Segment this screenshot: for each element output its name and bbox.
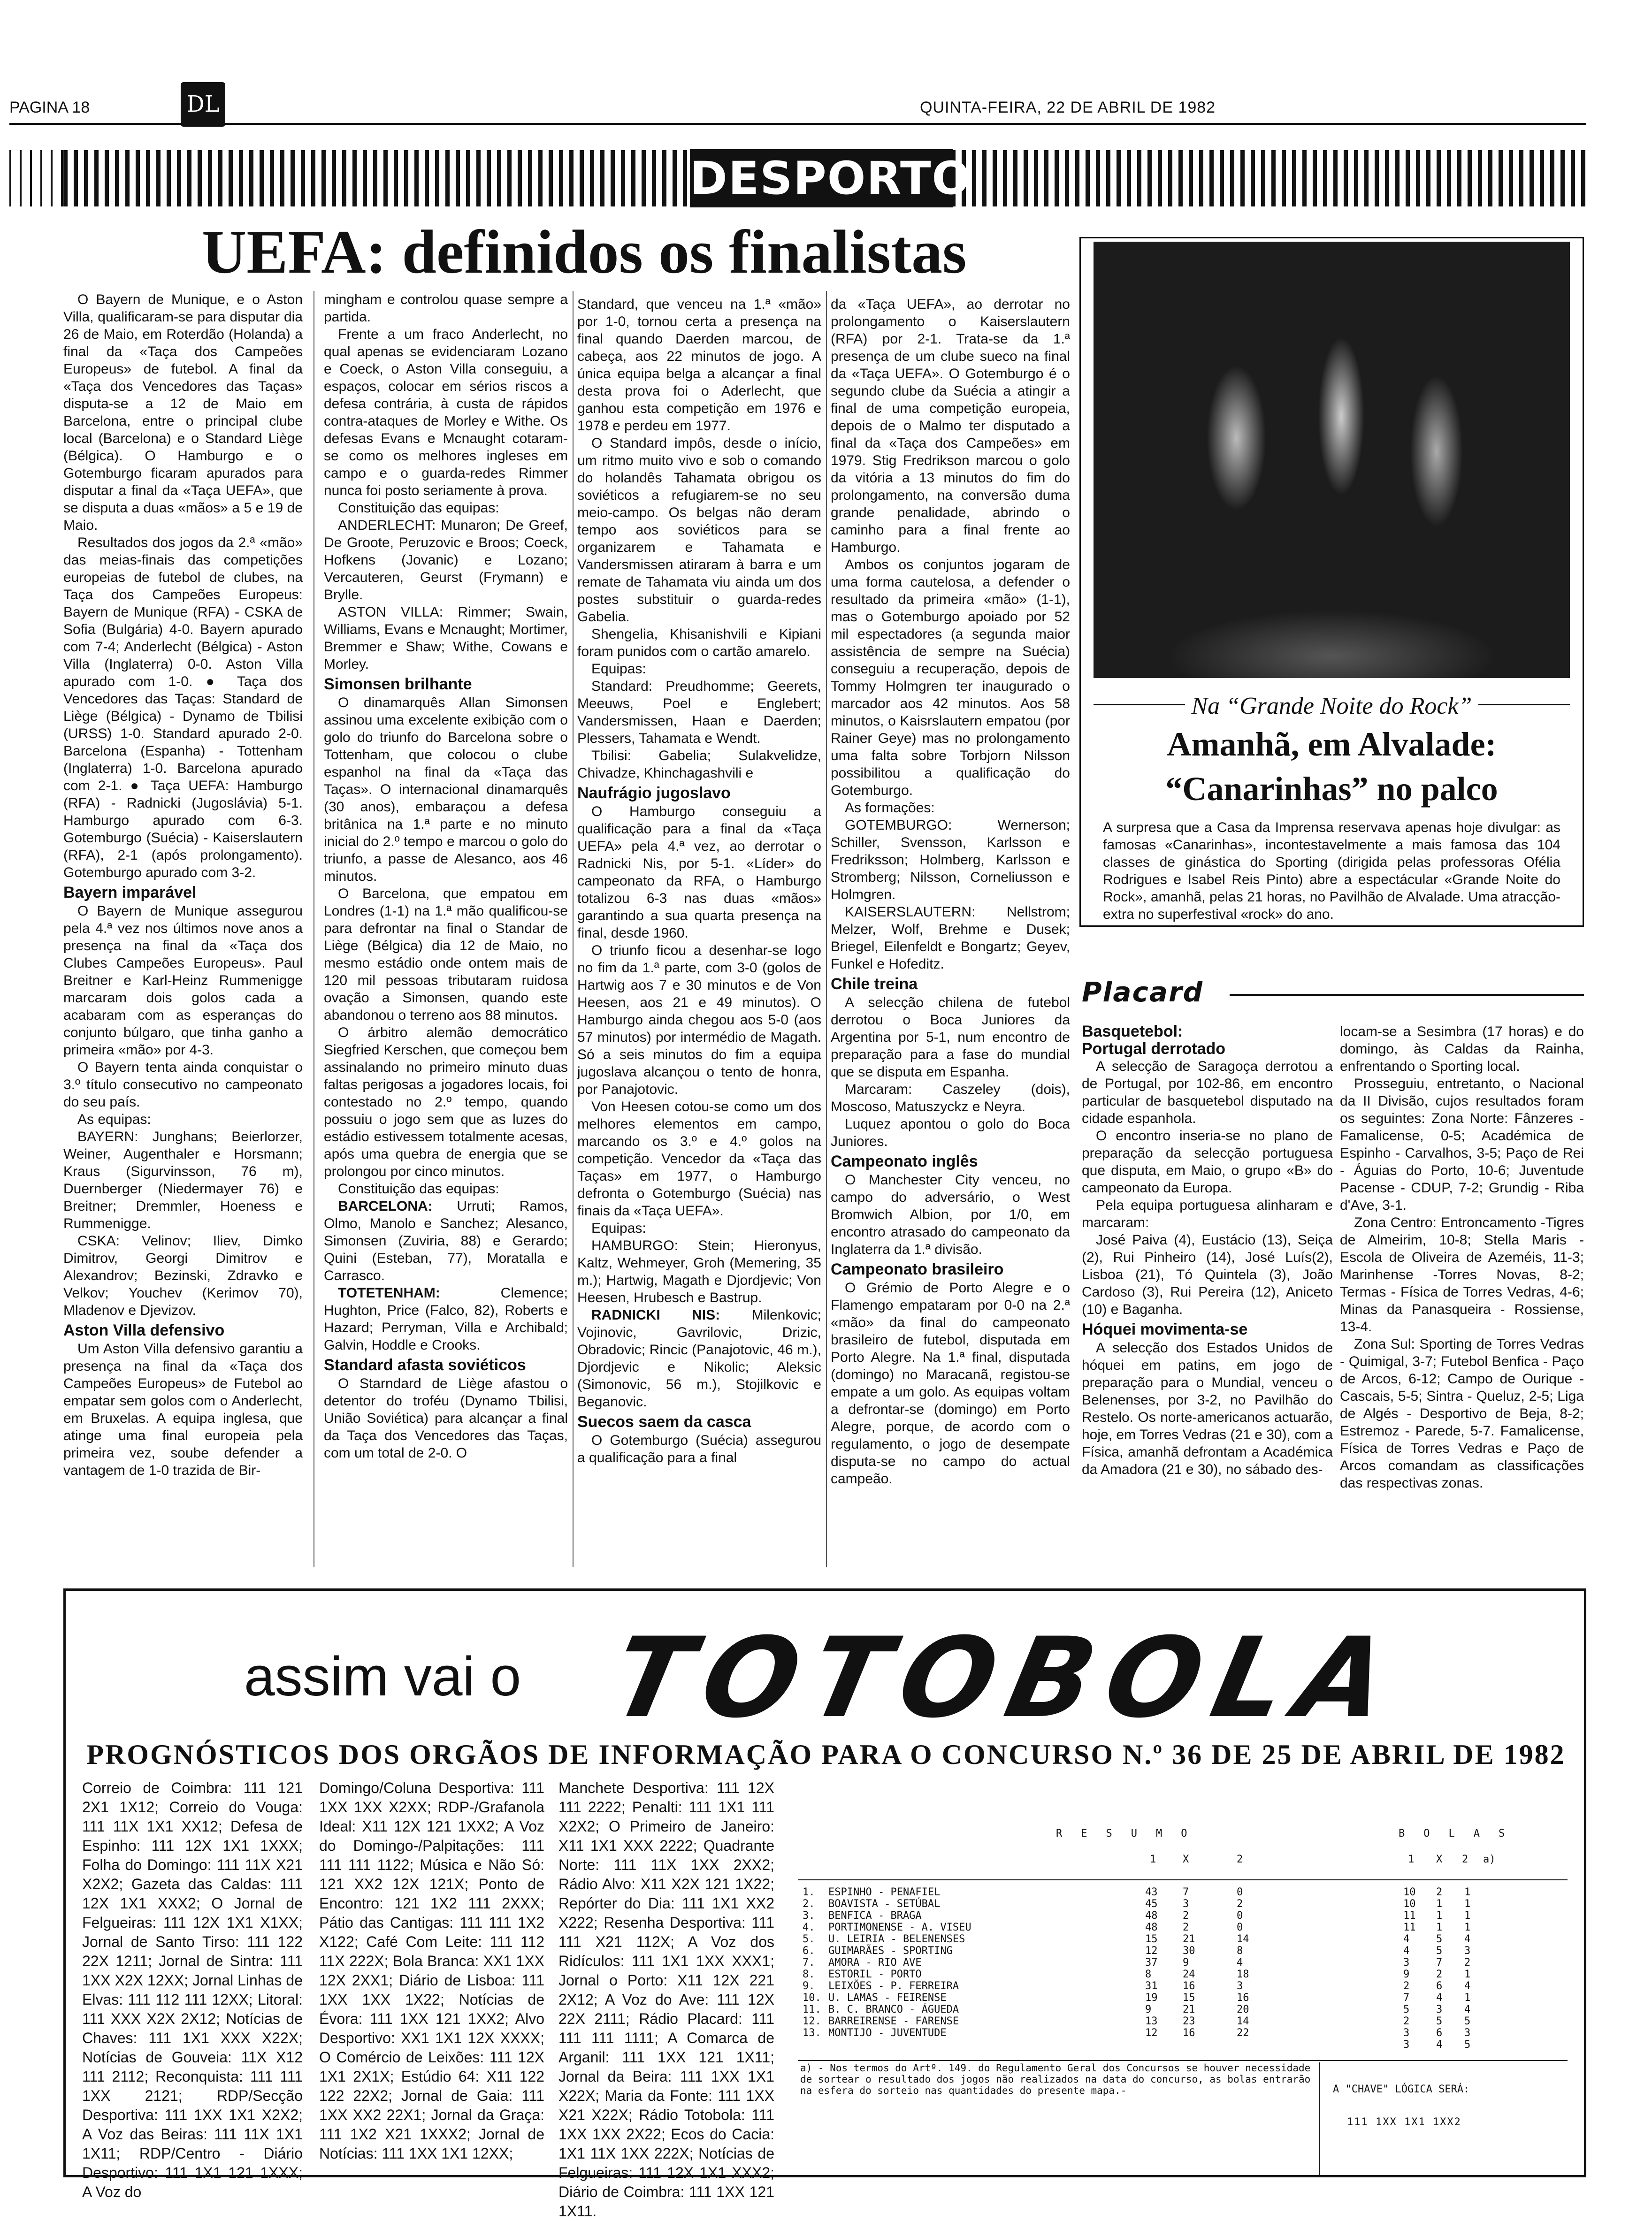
column-divider (826, 291, 827, 1567)
resumo-x: 7 (1183, 1886, 1189, 1898)
feature-body: A surpresa que a Casa da Imprensa reservava apenas hoje divulgar: as famosas «Canarinhas», incontestavelmente a mais famosa das 104 classes de ginástica do Sporting (dirigida pelas professoras Ofélia Rodrigues e Isabel Reis Pinto) abre a espectácular «Grande Noite do Rock», amanhã, pelas 21 horas, no Pavilhão de Alvalade. Uma atracção-extra no superfestival «rock» do ano. (1103, 820, 1560, 922)
section-banner-left (9, 150, 63, 206)
kicker-text: Na “Grande Noite do Rock” (1185, 693, 1479, 719)
resumo-col-2: 2 (1237, 1854, 1243, 1865)
bolas-2: 1 (1464, 1922, 1471, 1933)
game-match: BOAVISTA - SETÚBAL (828, 1898, 941, 1910)
bolas-2: 4 (1464, 1980, 1471, 1992)
game-match: MONTIJO - JUVENTUDE (828, 2027, 947, 2039)
subheading: Hóquei movimenta-se (1082, 1320, 1248, 1338)
newspaper-logo: DL (181, 82, 225, 127)
feature-headline-1: Amanhã, em Alvalade: (1167, 725, 1497, 763)
paragraph: Zona Centro: Entroncamento -Tigres de Almeirim, 10-8; Stella Maris - Escola de Oliveira de Azeméis, 11-3; Marinhense -Torres Novas, 8-2; Termas - Física de Torres Vedras, 4-6; Minas da Panasqueira - Rossiense, 13-4. (1340, 1215, 1584, 1335)
section-title: DESPORTO (690, 149, 953, 207)
bolas-col-1: 1 (1408, 1854, 1415, 1865)
paragraph: mingham e controlou quase sempre a partida. (324, 292, 568, 325)
chave-label: A "CHAVE" LÓGICA SERÁ: (1333, 2084, 1470, 2095)
extra-value: 4 (1436, 2039, 1443, 2051)
bolas-x: 5 (1436, 1933, 1443, 1945)
resumo-2: 18 (1237, 1969, 1249, 1980)
paragraph: A selecção dos Estados Unidos de hóquei em patins, em jogo de preparação para o Mundial, venceu o Belenenses, por 3-2, no Pavilhão do Restelo. Os norte-americanos actuarão, hoje, em Torres Vedras (21 e 30), com a Física, amanhã defrontam a Académica da Amadora (21 e 30), no sábado des- (1082, 1340, 1333, 1477)
resumo-1: 37 (1145, 1957, 1158, 1969)
resumo-1: 48 (1145, 1922, 1158, 1933)
extra-value: 5 (1464, 2039, 1471, 2051)
resumo-2: 22 (1237, 2027, 1249, 2039)
resumo-x: 21 (1183, 2004, 1195, 2015)
paragraph: As equipas: (77, 1112, 151, 1127)
bolas-2: 4 (1464, 1933, 1471, 1945)
paragraph: A selecção de Saragoça derrotou a de Portugal, por 102-86, em encontro particular de basquetebol disputado na cidade espanhola. (1082, 1059, 1333, 1126)
header-rule (9, 123, 1586, 125)
bolas-x: 4 (1436, 1992, 1443, 2004)
resumo-x: 30 (1183, 1945, 1195, 1957)
resumo-1: 15 (1145, 1933, 1158, 1945)
bolas-1: 5 (1403, 2004, 1410, 2015)
game-number: 7. (803, 1957, 815, 1969)
resumo-1: 13 (1145, 2015, 1158, 2027)
paragraph: Prosseguiu, entretanto, o Nacional da II Divisão, cujos resultados foram os seguintes: Zona Norte: Fânzeres - Famalicense, 0-5; Académica de Espinho - Carvalhos, 3-5; Paço de Rei - Águias do Porto, 10-6; Juventude Pacense - CDUP, 7-2; Grundig - Riba d'Ave, 3-1. (1340, 1076, 1584, 1213)
game-match: BARREIRENSE - FARENSE (828, 2015, 959, 2027)
paragraph: Pela equipa portuguesa alinharam e marcaram: (1082, 1198, 1333, 1230)
paragraph: Tbilisi: Gabelia; Sulakvelidze, Chivadze, Khinchagashvili e (577, 748, 821, 781)
paragraph: Marcaram: Caszeley (dois), Moscoso, Matuszyckz e Neyra. (831, 1082, 1070, 1114)
bolas-1: 4 (1403, 1933, 1410, 1945)
paragraph: Equipas: (591, 661, 646, 677)
paragraph: Constituição das equipas: (338, 500, 499, 516)
game-match: PORTIMONENSE - A. VISEU (828, 1922, 971, 1933)
paragraph: Resultados dos jogos da 2.ª «mão» das meias-finais das competições europeias de futebol de clubes, na Taça dos Campeões Europeus: Bayern de Munique (RFA) - CSKA de Sofia (Bulgária) 4-0. Bayern apurado com 7-4; Anderlecht (Bélgica) - Aston Villa (Inglaterra) 0-0. Aston Villa apurado com 1-0. ● Taça dos Vencedores das Taças: Standard de Liège (Bélgica) - Dynamo de Tbilisi (URSS) 1-0. Standard apurado 2-0. Barcelona (Espanha) - Tottenham (Inglaterra) 1-0. Barcelona apurado com 2-1. ● Taça UEFA: Hamburgo (RFA) - Radnicki (Jugoslávia) 5-1. Hamburgo apurado com 6-3. Gotemburgo (Suécia) - Kaiserslautern (RFA), 2-1 (após prolongamento). Gotemburgo apurado com 3-2. (63, 535, 303, 880)
game-number: 8. (803, 1969, 815, 1980)
paragraph: Standard, que venceu na 1.ª «mão» por 1-0, tornou certa a presença na final quando Daerden marcou, de cabeça, aos 22 minutos de jogo. A única equipa belga a alcançar a final desta prova foi o Aderlecht, que ganhou esta competição em 1976 e 1978 e perdeu em 1977. (577, 297, 821, 434)
bolas-1: 10 (1403, 1898, 1416, 1910)
bolas-2: 3 (1464, 1945, 1471, 1957)
bolas-1: 9 (1403, 1969, 1410, 1980)
subheading: Chile treina (831, 975, 918, 993)
game-number: 13. (803, 2027, 821, 2039)
paragraph: BAYERN: Junghans; Beierlorzer, Weiner, Augenthaler e Horsmann; Kraus (Sigurvinsson, 76 m), Duernberger (Niedermayer 76) e Breitner; Dremmler, Hoeness e Rummenigge. (63, 1129, 303, 1231)
subheading: Naufrágio jugoslavo (577, 784, 731, 802)
predictions-column-3: Manchete Desportiva: 111 12X 111 2222; Penalti: 111 1X1 111 X2X2; O Primeiro de Janeiro: X11 1X1 XXX 2222; Quadrante Norte: 111 11X 1XX 2XX2; Rádio Alvo: X11 X2X 121 1X22; Repórter do Dia: 111 1X1 XX2 X222; Resenha Desportiva: 111 111 X21 112X; A Voz dos Ridículos: 111 1X1 1XX XXX1; Jornal o Porto: X11 12X 221 2X12; A Voz do Ave: 111 12X 22X 2111; Rádio Placard: 111 111 111 1111; A Comarca de Arganil: 111 1XX 121 1X11; Jornal da Beira: 111 1XX 1X1 X22X; Maria da Fonte: 111 1XX X21 X22X; Rádio Totobola: 111 1XX 1XX 2X22; Ecos do Cacia: 1X1 11X 1XX 222X; Notícias de Felgueiras: 111 12X 1X1 XXX2; Diário de Coimbra: 111 1XX 121 1X11. (558, 1779, 774, 2220)
paragraph: locam-se a Sesimbra (17 horas) e do domingo, às Caldas da Rainha, enfrentando o Sporting local. (1340, 1024, 1584, 1074)
paragraph (577, 1306, 821, 1411)
game-number: 5. (803, 1933, 815, 1945)
resumo-x: 23 (1183, 2015, 1195, 2027)
bolas-1: 10 (1403, 1886, 1416, 1898)
paragraph: O Manchester City venceu, no campo do adversário, o West Bromwich Albion, por 1/0, em encontro atrasado do campeonato da Inglaterra da 1.ª divisão. (831, 1172, 1070, 1257)
resumo-2: 0 (1237, 1886, 1243, 1898)
resumo-2: 0 (1237, 1910, 1243, 1922)
bolas-x: 5 (1436, 2015, 1443, 2027)
resumo-2: 2 (1237, 1898, 1243, 1910)
game-match: U. LAMAS - FEIRENSE (828, 1992, 947, 2004)
game-match: ESPINHO - PENAFIEL (828, 1886, 941, 1898)
bolas-1: 11 (1403, 1922, 1416, 1933)
placard-title: Placard (1082, 976, 1204, 1008)
feature-kicker (1094, 692, 1570, 720)
subheading: Suecos saem da casca (577, 1413, 751, 1431)
team-label: BARCELONA: (338, 1198, 433, 1214)
issue-date: QUINTA-FEIRA, 22 DE ABRIL DE 1982 (920, 99, 1216, 116)
resumo-1: 19 (1145, 1992, 1158, 2004)
game-number: 9. (803, 1980, 815, 1992)
article-column-4 (831, 296, 1070, 1488)
game-match: LEIXÕES - P. FERREIRA (828, 1980, 959, 1992)
totobola-prefix: assim vai o (244, 1646, 521, 1708)
game-number: 2. (803, 1898, 815, 1910)
paragraph: Ambos os conjuntos jogaram de uma forma cautelosa, a defender o resultado da primeira «mão» (1-1), mas o Gotemburgo apoiado por 52 mil espectadores (a segunda maior assistência de sempre na Suécia) conseguiu a recuperação, depois de Tommy Holmgren ter inaugurado o marcador aos 42 minutos. Aos 58 minutos, o Kaisrslautern empatou (por Rainer Geye) mas no prolongamento uma falta sobre Torbjorn Nilsson possibilitou a qualificação do Gotemburgo. (831, 557, 1070, 798)
resumo-x: 16 (1183, 2027, 1195, 2039)
resumo-1: 12 (1145, 1945, 1158, 1957)
placard-rule (1230, 994, 1584, 996)
paragraph: O Standard impôs, desde o início, um ritmo muito vivo e sob o comando do holandês Tahamata obrigou os soviéticos a refugiarem-se no seu meio-campo. Os belgas não deram tempo aos soviéticos para se organizarem e Tahamata e Vandersmissen atiraram à barra e um remate de Tahamata viu ainda um dos postes substituir o guarda-redes Gabelia. (577, 435, 821, 625)
resumo-col-x: X (1183, 1854, 1189, 1865)
extra-value: 3 (1403, 2039, 1410, 2051)
subheading: Campeonato inglês (831, 1152, 978, 1170)
bolas-1: 11 (1403, 1910, 1416, 1922)
game-match: ESTORIL - PORTO (828, 1969, 922, 1980)
resumo-2: 4 (1237, 1957, 1243, 1969)
regulation-note: a) - Nos termos do Artº. 149. do Regulamento Geral dos Concursos se houver necessidade de sortear o resultado dos jogos não realizados na data do concurso, as bolas entrarão na esfera do sorteio nas quantidades do presente mapa.- (800, 2062, 1311, 2096)
game-number: 1. (803, 1886, 815, 1898)
game-match: BENFICA - BRAGA (828, 1910, 922, 1922)
resumo-1: 9 (1145, 2004, 1152, 2015)
column-divider (573, 291, 574, 1567)
bolas-col-x: X (1436, 1854, 1443, 1865)
game-number: 10. (803, 1992, 821, 2004)
paragraph: da «Taça UEFA», ao derrotar no prolongamento o Kaiserslautern (RFA) por 2-1. Trata-se da 1.ª presença de um clube sueco na final da «Taça UEFA». O Gotemburgo é o segundo clube da Suécia a atingir a final de uma competição europeia, depois de o Malmo ter disputado a final da «Taça dos Campeões» em 1979. Stig Fredrikson marcou o golo da vitória a 13 minutos do fim do prolongamento, na conversão duma grande penalidade, abrindo o caminho para a final frente ao Hamburgo. (831, 297, 1070, 555)
paragraph: O Barcelona, que empatou em Londres (1-1) na 1.ª mão qualificou-se para defrontar na final o Standar de Liège (Bélgica) dia 12 de Maio, no mesmo estádio onde ontem mais de 120 mil pessoas tributaram ruidosa ovação a Simonsen, quando este abandonou o terreno aos 88 minutos. (324, 886, 568, 1023)
resumo-2: 8 (1237, 1945, 1243, 1957)
resumo-1: 31 (1145, 1980, 1158, 1992)
resumo-2: 16 (1237, 1992, 1249, 2004)
predictions-column-2: Domingo/Coluna Desportiva: 111 1XX 1XX X2XX; RDP-/Grafanola Ideal: X11 12X 121 1XX2; A Voz do Domingo-/Palpitações: 111 111 111 1122; Música e Não Só: 121 XX2 12X 121X; Ponto de Encontro: 121 1X2 111 2XXX; Pátio das Cantigas: 111 111 1X2 X122; Café Com Leite: 111 112 11X 222X; Bola Branca: XX1 1XX 12X 2XX1; Diário de Lisboa: 111 1XX 1XX 1X22; Notícias de Évora: 111 1XX 121 1XX2; Alvo Desportivo: XX1 1X1 12X XXXX; O Comércio de Leixões: 111 12X 1X1 2X1X; Estúdio 64: X11 122 122 22X2; Jornal de Gaia: 111 1XX XX2 22X1; Jornal da Graça: 111 1X2 X21 1XXX2; Jornal de Notícias: 111 1XX 1X1 12XX; (319, 1779, 544, 2162)
paragraph: As formações: (845, 800, 935, 816)
resumo-x: 21 (1183, 1933, 1195, 1945)
resumo-2: 20 (1237, 2004, 1249, 2015)
resumo-header: RESUMO (1056, 1828, 1206, 1839)
resumo-x: 3 (1183, 1898, 1189, 1910)
bolas-2: 1 (1464, 1992, 1471, 2004)
resumo-2: 14 (1237, 1933, 1249, 1945)
bolas-x: 3 (1436, 2004, 1443, 2015)
paragraph: HAMBURGO: Stein; Hieronyus, Kaltz, Wehmeyer, Groh (Memering, 35 m.); Hartwig, Magath e Djordjevic; Von Heesen, Hrubesch e Bastrup. (577, 1238, 821, 1305)
placard-column-2 (1340, 1023, 1584, 1492)
resumo-x: 16 (1183, 1980, 1195, 1992)
paragraph: Equipas: (591, 1221, 646, 1236)
bolas-x: 1 (1436, 1922, 1443, 1933)
paragraph: Constituição das equipas: (338, 1181, 499, 1197)
paragraph: KAISERSLAUTERN: Nellstrom; Melzer, Wolf, Brehme e Dusek; Briegel, Eilenfeldt e Bongartz; Geyev, Funkel e Hofeditz. (831, 904, 1070, 972)
resumo-1: 43 (1145, 1886, 1158, 1898)
bolas-x: 1 (1436, 1898, 1443, 1910)
placard-column-1 (1082, 1023, 1333, 1478)
paragraph: CSKA: Velinov; Iliev, Dimko Dimitrov, Georgi Dimitrov e Alexandrov; Bezinski, Zdravko e Velkov; Youchev (Kerimov 70), Mladenov e Djevizov. (63, 1233, 303, 1318)
paragraph: Standard: Preudhomme; Geerets, Meeuws, Poel e Englebert; Vandersmissen, Haan e Daerden; Plessers, Tahamata e Wendt. (577, 679, 821, 746)
bolas-2: 1 (1464, 1898, 1471, 1910)
paragraph: Luquez apontou o golo do Boca Juniores. (831, 1116, 1070, 1149)
resumo-1: 48 (1145, 1910, 1158, 1922)
paragraph (324, 1284, 568, 1354)
resumo-x: 2 (1183, 1910, 1189, 1922)
subheading: Simonsen brilhante (324, 675, 472, 693)
feature-headline-2: “Canarinhas” no palco (1165, 770, 1498, 808)
game-number: 4. (803, 1922, 815, 1933)
bolas-2: 1 (1464, 1886, 1471, 1898)
paragraph: Shengelia, Khisanishvili e Kipiani foram punidos com o cartão amarelo. (577, 626, 821, 659)
article-column-1 (63, 291, 303, 1479)
paragraph: O triunfo ficou a desenhar-se logo no fim da 1.ª parte, com 3-0 (golos de Hartwig aos 7 e 30 minutos e de Von Heesen, aos 21 e 49 minutos). O Hamburgo ainda chegou aos 5-0 (aos 57 minutos) por intermédio de Magath. Só a seis minutos do fim a equipa jugoslava alcançou o tento de honra, por Panajotovic. (577, 943, 821, 1097)
article-column-3 (577, 296, 821, 1466)
subheading: Bayern imparável (63, 884, 197, 901)
paragraph: O Bayern de Munique assegurou pela 4.ª vez nos últimos nove anos a presença na final da «Taça dos Clubes Campeões Europeus». Paul Breitner e Karl-Heinz Rummenigge marcaram dois golos cada a acabaram com as esperanças do conjunto búlgaro, que tinha ganho a primeira «mão» por 4-3. (63, 903, 303, 1058)
bolas-x: 1 (1436, 1910, 1443, 1922)
bolas-x: 6 (1436, 1980, 1443, 1992)
article-column-2 (324, 291, 568, 1462)
table-rule (798, 1879, 1568, 1880)
resumo-x: 24 (1183, 1969, 1195, 1980)
table-rule (798, 2060, 1568, 2061)
chave-value: 111 1XX 1X1 1XX2 (1347, 2116, 1461, 2128)
bolas-1: 2 (1403, 1980, 1410, 1992)
bolas-1: 3 (1403, 2027, 1410, 2039)
paragraph: ANDERLECHT: Munaron; De Greef, De Groote, Peruzovic e Broos; Coeck, Hofkens (Jovanic) e Lozano; Vercauteren, Geurst (Frymann) e Brylle. (324, 518, 568, 603)
paragraph: O Gotemburgo (Suécia) assegurou a qualificação para a final (577, 1433, 821, 1465)
team-label: RADNICKI NIS: (591, 1307, 720, 1323)
totobola-subtitle: PROGNÓSTICOS DOS ORGÃOS DE INFORMAÇÃO PARA O CONCURSO N.º 36 DE 25 DE ABRIL DE 1982 (86, 1739, 1566, 1770)
bolas-header: BOLAS (1399, 1828, 1524, 1839)
paragraph: ASTON VILLA: Rimmer; Swain, Williams, Evans e Mcnaught; Mortimer, Bremmer e Shaw; Withe, Cowans e Morley. (324, 604, 568, 672)
bolas-2: 4 (1464, 2004, 1471, 2015)
paragraph: Um Aston Villa defensivo garantiu a presença na final da «Taça dos Campeões Europeus» de Futebol ao empatar sem golos com o Anderlecht, em Bruxelas. A equipa inglesa, que atinge uma final europeia pela primeira vez, soube defender a vantagem de 1-0 trazida de Bir- (63, 1341, 303, 1478)
subheading: Campeonato brasileiro (831, 1260, 1004, 1278)
game-match: U. LEIRIA - BELENENSES (828, 1933, 965, 1945)
resumo-x: 2 (1183, 1922, 1189, 1933)
predictions-column-1: Correio de Coimbra: 111 121 2X1 1X12; Correio do Vouga: 111 11X 1X1 XX12; Defesa de Espinho: 111 12X 1X1 1XXX; Folha do Domingo: 111 11X X21 X2X2; Gazeta das Caldas: 111 12X 1X1 XXX2; O Jornal de Felgueiras: 111 12X 1X1 X1XX; Jornal de Santo Tirso: 111 122 22X 1211; Jornal de Sintra: 111 1XX X2X 12XX; Jornal Linhas de Elvas: 111 112 111 12XX; Litoral: 111 XXX X2X 2X12; Notícias de Chaves: 111 1X1 XXX X22X; Notícias de Gouveia: 11X X12 111 2112; Reconquista: 111 111 1XX 2121; RDP/Secção Desportiva: 111 1XX 1X1 X2X2; A Voz das Beiras: 111 11X 1X1 1X11; RDP/Centro - Diário Desportivo: 111 1X1 121 1XXX; A Voz do (82, 1779, 303, 2200)
bolas-1: 3 (1403, 1957, 1410, 1969)
paragraph: O Grémio de Porto Alegre e o Flamengo empataram por 0-0 na 2.ª «mão» da final do campeonato brasileiro de futebol, disputada em Porto Alegre. Na 1.ª final, disputada (domingo) no Maracanã, registou-se empate a um golo. As equipas voltam a defrontar-se (domingo) em Porto Alegre, porque, de acordo com o regulamento, o jogo de desempate disputa-se no campo do actual campeão. (831, 1280, 1070, 1487)
main-headline: UEFA: definidos os finalistas (202, 217, 967, 286)
bolas-1: 7 (1403, 1992, 1410, 2004)
game-match: GUIMARÃES - SPORTING (828, 1945, 953, 1957)
page-number: PAGINA 18 (9, 99, 90, 116)
gymnasts-photo (1094, 242, 1570, 678)
team-label: TOTETENHAM: (338, 1285, 440, 1301)
resumo-2: 3 (1237, 1980, 1243, 1992)
subheading: Aston Villa defensivo (63, 1321, 225, 1339)
note-divider (1319, 2062, 1320, 2177)
bolas-x: 5 (1436, 1945, 1443, 1957)
game-match: B. C. BRANCO - ÁGUEDA (828, 2004, 959, 2015)
paragraph: O dinamarquês Allan Simonsen assinou uma excelente exibição com o golo do triunfo do Barcelona sobre o Tottenham, que colocou o clube espanhol na final da «Taça das Taças». O internacional dinamarquês (30 anos), embaraçou a defesa britânica na 1.ª parte e no minuto inicial do 2.º tempo e marcou o golo do triunfo, a passe de Alesanco, aos 46 minutos. (324, 695, 568, 884)
game-number: 12. (803, 2015, 821, 2027)
paragraph: José Paiva (4), Eustácio (13), Seiça (2), Rui Pinheiro (14), José Luís(2), Lisboa (21), Tó Quintela (3), João Cardoso (3), Rui Pereira (12), Aniceto (10) e Baganha. (1082, 1232, 1333, 1317)
paragraph: O árbitro alemão democrático Siegfried Kerschen, que começou bem assinalando no primeiro minuto duas faltas perigosas a jogadores locais, foi contestado no 2.º tempo, quando possuiu o jogo sem que as luzes do estádio estivessem totalmente acesas, após uma quebra de energia que se prolongou por cinco minutos. (324, 1025, 568, 1179)
paragraph: A selecção chilena de futebol derrotou o Boca Juniores da Argentina por 5-1, num encontro de preparação para a fase do mundial que se disputa em Espanha. (831, 995, 1070, 1080)
paragraph: O Starndard de Liège afastou o detentor do troféu (Dynamo Tbilisi, União Soviética) para alcançar a final da Taça dos Vencedores das Taças, com um total de 2-0. O (324, 1376, 568, 1461)
totobola-logo: TOTOBOLA (601, 1614, 1413, 1742)
bolas-2: 2 (1464, 1957, 1471, 1969)
resumo-2: 14 (1237, 2015, 1249, 2027)
paragraph: O Bayern de Munique, e o Aston Villa, qualificaram-se para disputar dia 26 de Maio, em Roterdão (Holanda) a final da «Taça dos Campeões Europeus» de futebol. A final da «Taça dos Vencedores das Taças» disputa-se a 12 de Maio em Barcelona, entre o principal clube local (Barcelona) e o Standard Liège (Bélgica). O Hamburgo e o Gotemburgo ficaram apurados para disputar a final da «Taça UEFA», que se disputa a duas «mãos» a 5 e 19 de Maio. (63, 292, 303, 533)
paragraph: Von Heesen cotou-se como um dos melhores elementos em campo, marcando os 3.º e 4.º golos na competição. Vencedor da «Taça das Taças» em 1977, o Hamburgo defronta o Gotemburgo (Suécia) nas finais da «Taça UEFA». (577, 1099, 821, 1219)
game-match: AMORA - RIO AVE (828, 1957, 922, 1969)
team-lineup: Milenkovic; Vojinovic, Gavrilovic, Drizic, Obradovic; Rincic (Panajotovic, 46 m.), Djordjevic e Nikolic; Aleksic (Simonovic, 56 m.), Stojilkovic e Beganovic. (577, 1307, 821, 1410)
bolas-x: 7 (1436, 1957, 1443, 1969)
team-lineup: Clemence; Hughton, Price (Falco, 82), Roberts e Hazard; Perryman, Villa e Archibald; Galvin, Hoddle e Crooks. (324, 1285, 568, 1353)
paragraph: Frente a um fraco Anderlecht, no qual apenas se evidenciaram Lozano e Coeck, o Aston Villa conseguiu, a espaços, colocar em sérios riscos a defesa contrária, à custa de rápidos contra-ataques de Morley e Withe. Os defesas Evans e Mcnaught cotaram-se como os melhores ingleses em campo e o guarda-redes Rimmer nunca foi posto seriamente à prova. (324, 327, 568, 498)
resumo-1: 12 (1145, 2027, 1158, 2039)
bolas-col-2: 2 (1462, 1854, 1468, 1865)
paragraph: Zona Sul: Sporting de Torres Vedras - Quimigal, 3-7; Futebol Benfica - Paço de Arcos, 6-12; Campo de Ourique - Cascais, 5-5; Sintra - Queluz, 2-5; Liga de Algés - Desportivo de Beja, 8-2; Estremoz - Parede, 5-7. Famalicense, Física de Torres Vedras e Paço de Arcos comandam as classificações das respectivas zonas. (1340, 1336, 1584, 1491)
resumo-x: 9 (1183, 1957, 1189, 1969)
bolas-2: 5 (1464, 2015, 1471, 2027)
paragraph: O Hamburgo conseguiu a qualificação para a final da «Taça UEFA» pela 4.ª vez, ao derrotar o Radnicki Nis, por 5-1. «Líder» do campeonato da RFA, o Hamburgo totalizou 6-3 nas duas «mãos» garantindo a sua quarta presença na final, desde 1960. (577, 804, 821, 941)
bolas-x: 6 (1436, 2027, 1443, 2039)
paragraph: GOTEMBURGO: Wernerson; Schiller, Svensson, Karlsson e Fredriksson; Holmberg, Karlsson e Stromberg; Nilsson, Corneliusson e Holmgren. (831, 817, 1070, 902)
bolas-x: 2 (1436, 1886, 1443, 1898)
team-lineup: Urruti; Ramos, Olmo, Manolo e Sanchez; Alesanco, Simonsen (Zuviria, 88) e Gerardo; Quini (Esteban, 77), Moratalla e Carrasco. (324, 1198, 568, 1283)
subheading: Basquetebol: (1082, 1023, 1183, 1040)
paragraph: O encontro inseria-se no plano de preparação da selecção portuguesa que disputa, em Maio, o grupo «B» do campeonato da Europa. (1082, 1128, 1333, 1196)
bolas-1: 4 (1403, 1945, 1410, 1957)
bolas-2: 1 (1464, 1910, 1471, 1922)
subheading: Portugal derrotado (1082, 1040, 1226, 1058)
game-number: 11. (803, 2004, 821, 2015)
subheading: Standard afasta soviéticos (324, 1356, 526, 1374)
game-number: 6. (803, 1945, 815, 1957)
paragraph: O Bayern tenta ainda conquistar o 3.º título consecutivo no campeonato do seu país. (63, 1060, 303, 1110)
resumo-1: 45 (1145, 1898, 1158, 1910)
paragraph (324, 1198, 568, 1284)
bolas-2: 3 (1464, 2027, 1471, 2039)
game-number: 3. (803, 1910, 815, 1922)
resumo-1: 8 (1145, 1969, 1152, 1980)
bolas-2: 1 (1464, 1969, 1471, 1980)
resumo-x: 15 (1183, 1992, 1195, 2004)
resumo-2: 0 (1237, 1922, 1243, 1933)
bolas-x: 2 (1436, 1969, 1443, 1980)
bolas-1: 2 (1403, 2015, 1410, 2027)
resumo-col-1: 1 (1150, 1854, 1156, 1865)
bolas-col-a: a) (1483, 1854, 1496, 1865)
